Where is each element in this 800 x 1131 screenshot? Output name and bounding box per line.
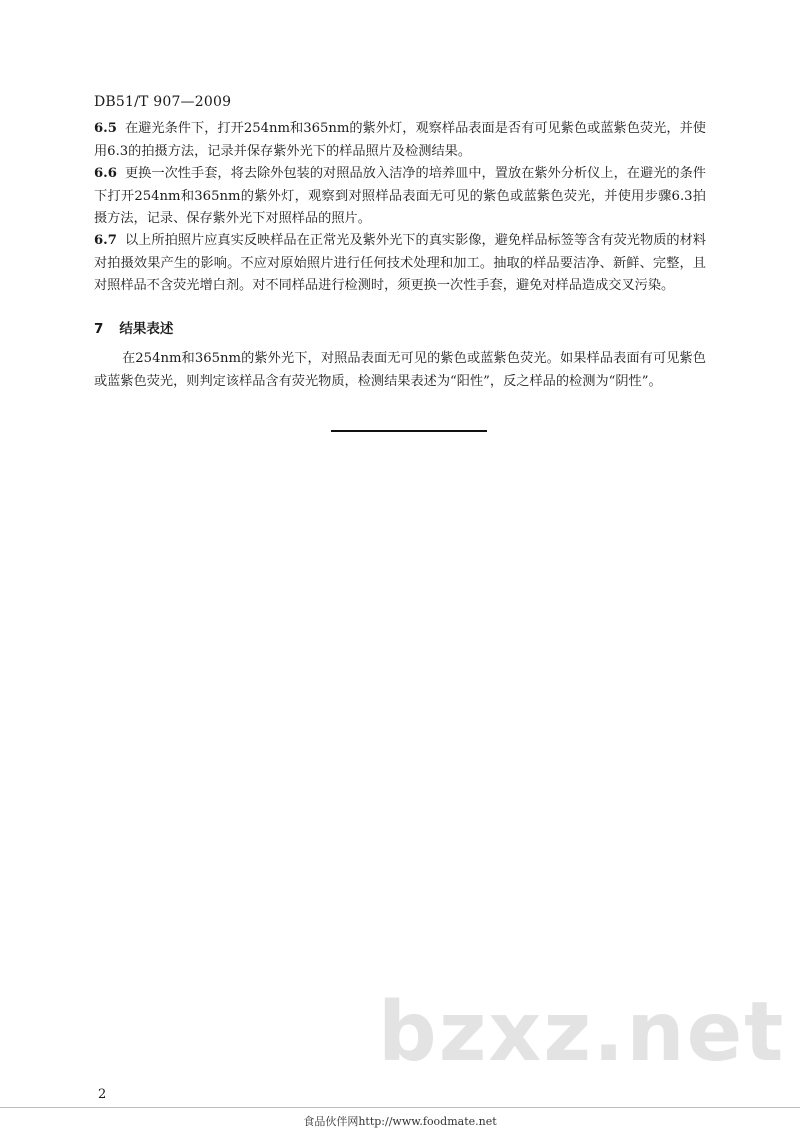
clause-6-5 (94, 118, 706, 163)
section-number: 7 (94, 321, 104, 337)
clause-6-7 (94, 230, 706, 298)
section-7-heading (94, 317, 173, 337)
clause-text: 更换一次性手套，将去除外包装的对照品放入洁净的培养皿中，置放在紫外分析仪上，在避光的条件下打开254nm和365nm的紫外灯，观察到对照样品表面无可见的紫色或蓝紫色荧光，并使用步骤6.3拍摄方法，记录、保存紫外光下对照样品的照片。 (94, 166, 706, 226)
document-id: DB51/T 907—2009 (94, 94, 232, 110)
clause-6-6 (94, 163, 706, 231)
section-title: 结果表述 (119, 321, 174, 337)
clause-number: 6.6 (94, 166, 117, 181)
clause-number: 6.7 (94, 233, 117, 248)
end-of-document-rule (331, 430, 487, 432)
page-number: 2 (98, 1087, 107, 1102)
footer-source-link[interactable]: 食品伙伴网http://www.foodmate.net (303, 1115, 497, 1128)
clause-text: 以上所拍照片应真实反映样品在正常光及紫外光下的真实影像，避免样品标签等含有荧光物质的材料对拍摄效果产生的影响。不应对原始照片进行任何技术处理和加工。抽取的样品要洁净、新鲜、完整，且对照样品不含荧光增白剂。对不同样品进行检测时，须更换一次性手套，避免对样品造成交叉污染。 (94, 233, 706, 293)
watermark: bzxz.net (378, 985, 786, 1080)
clause-number: 6.5 (94, 121, 117, 136)
clause-text: 在避光条件下，打开254nm和365nm的紫外灯，观察样品表面是否有可见紫色或蓝紫色荧光，并使用6.3的拍摄方法，记录并保存紫外光下的样品照片及检测结果。 (94, 121, 706, 159)
section-7-body: 在254nm和365nm的紫外光下，对照品表面无可见的紫色或蓝紫色荧光。如果样品表面有可见紫色或蓝紫色荧光，则判定该样品含有荧光物质，检测结果表述为“阳性”，反之样品的检测为“阴性”。 (94, 351, 706, 389)
footer-divider (0, 1107, 800, 1108)
